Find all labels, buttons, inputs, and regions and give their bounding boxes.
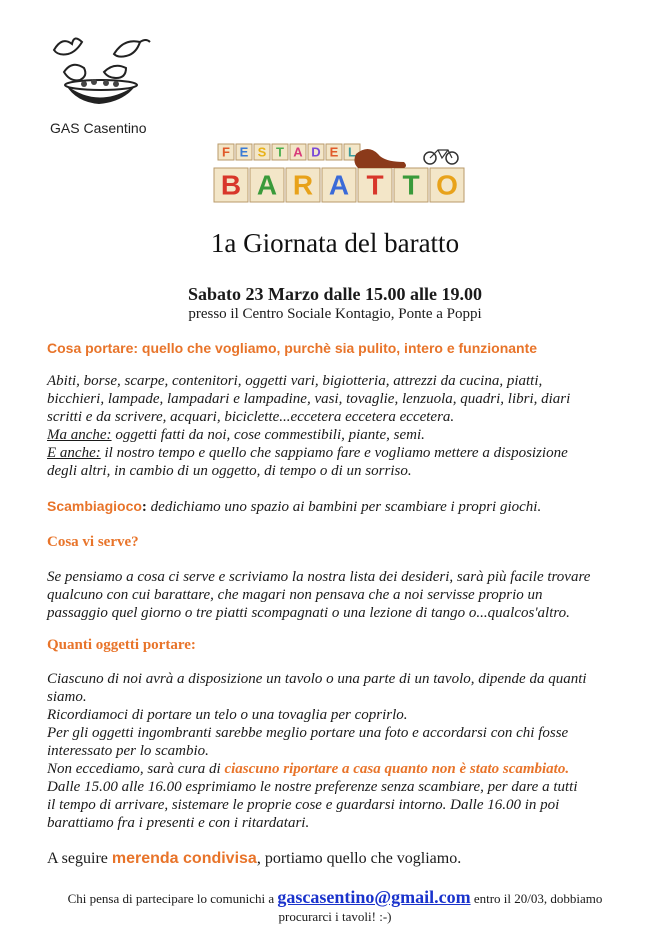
paragraph-line: scritti e da scrivere, acquari, biciclette...eccetera eccetera eccetera. bbox=[47, 409, 455, 425]
letter-block-text: T bbox=[402, 169, 420, 201]
paragraph-line: Abiti, borse, scarpe, contenitori, oggetti vari, bigiotteria, attrezzi da cucina, piatti, bbox=[47, 373, 543, 389]
organization-name: GAS Casentino bbox=[50, 120, 147, 136]
paragraph-line: Ma anche: oggetti fatti da noi, cose commestibili, piante, semi. bbox=[47, 427, 425, 443]
paragraph-line: bicchieri, lampade, lampadari e lampadine, vasi, tovaglie, lenzuola, quadri, libri, diari bbox=[47, 391, 571, 407]
letter-block-text: L bbox=[348, 144, 356, 160]
emphasis-text: ciascuno riportare a casa quanto non è stato scambiato. bbox=[224, 761, 570, 777]
section-quanti-oggetti-body bbox=[47, 670, 629, 832]
paragraph-line: Per gli oggetti ingombranti sarebbe meglio portare una foto e accordarsi con chi fosse bbox=[47, 725, 569, 741]
section-cosa-vi-serve-body bbox=[47, 568, 629, 622]
letter-block-text: E bbox=[329, 144, 339, 160]
letter-block-text: O bbox=[436, 169, 458, 201]
letter-block-text: D bbox=[311, 144, 321, 160]
paragraph-line: interessato per lo scambio. bbox=[47, 743, 209, 759]
letter-block-text: A bbox=[293, 144, 303, 160]
letter-block-text: T bbox=[276, 144, 284, 160]
paragraph-line: siamo. bbox=[47, 689, 87, 705]
letter-block-text: A bbox=[328, 169, 350, 201]
paragraph-line: Se pensiamo a cosa ci serve e scriviamo la nostra lista dei desideri, sarà più facile trovare bbox=[47, 569, 591, 585]
paragraph-line: Ricordiamoci di portare un telo o una tovaglia per coprirlo. bbox=[47, 707, 408, 723]
section-scambiagioco: Scambiagioco: dedichiamo uno spazio ai bambini per scambiare i propri giochi. bbox=[47, 498, 542, 515]
paragraph-line: il tempo di arrivare, sistemare le proprie cose e guardarsi intorno. Dalle 16.00 in poi bbox=[47, 797, 560, 813]
paragraph-line: Non eccediamo, sarà cura di ciascuno riportare a casa quanto non è stato scambiato. bbox=[47, 761, 570, 777]
letter-block-text: S bbox=[257, 144, 267, 160]
merenda-emphasis: merenda condivisa bbox=[111, 850, 257, 867]
letter-block-text: E bbox=[239, 144, 249, 160]
section-cosa-portare bbox=[47, 339, 629, 357]
closing-line: A seguire merenda condivisa, portiamo quello che vogliamo. bbox=[47, 850, 462, 867]
section-heading: Cosa portare: quello che vogliamo, purchè sia pulito, intero e funzionante bbox=[47, 340, 538, 356]
festa-del-baratto-banner bbox=[208, 140, 470, 210]
gas-casentino-logo bbox=[44, 30, 154, 110]
section-quanti-oggetti bbox=[47, 636, 629, 654]
section-cosa-vi-serve bbox=[47, 533, 629, 551]
ma-anche-label: Ma anche: bbox=[47, 427, 112, 443]
section-heading: Quanti oggetti portare: bbox=[47, 637, 196, 653]
section-heading: Cosa vi serve? bbox=[47, 534, 139, 550]
paragraph-line: degli altri, in cambio di un oggetto, di tempo o di un sorriso. bbox=[47, 463, 412, 479]
e-anche-label: E anche: bbox=[47, 445, 101, 461]
event-place: presso il Centro Sociale Kontagio, Ponte a Poppi bbox=[188, 306, 482, 322]
event-date: Sabato 23 Marzo dalle 15.00 alle 19.00 bbox=[188, 284, 482, 304]
letter-block-text: B bbox=[220, 169, 242, 201]
letter-block-text: R bbox=[292, 169, 314, 201]
paragraph-line: passaggio quel giorno o tre piatti scompagnati o una lezione di tango o...qualcos'altro. bbox=[47, 605, 570, 621]
paragraph-line: E anche: il nostro tempo e quello che sappiamo fare e vogliamo mettere a disposizione bbox=[47, 445, 568, 461]
letter-block-text: T bbox=[366, 169, 384, 201]
email-link[interactable]: gascasentino@gmail.com bbox=[277, 887, 471, 907]
paragraph-line: qualcuno con cui barattare, che magari non pensava che a noi servisse proprio un bbox=[47, 587, 543, 603]
paragraph-line: Dalle 15.00 alle 16.00 esprimiamo le nostre preferenze senza scambiare, per dare a tutti bbox=[47, 779, 578, 795]
paragraph-line: barattiamo fra i presenti e con i ritardatari. bbox=[47, 815, 310, 831]
letter-block-text: A bbox=[256, 169, 278, 201]
paragraph-line: Ciascuno di noi avrà a disposizione un tavolo o una parte di un tavolo, dipende da quanti bbox=[47, 671, 587, 687]
footer-note: Chi pensa di partecipare lo comunichi a gascasentino@gmail.com entro il 20/03, dobbiamo procurarci i tavoli! :-) bbox=[67, 887, 603, 924]
section-heading: Scambiagioco bbox=[47, 498, 142, 514]
section-text: dedichiamo uno spazio ai bambini per scambiare i propri giochi. bbox=[150, 499, 542, 515]
letter-block-text: F bbox=[222, 144, 230, 160]
section-cosa-portare-body bbox=[47, 372, 629, 480]
page-title: 1a Giornata del baratto bbox=[210, 228, 460, 258]
